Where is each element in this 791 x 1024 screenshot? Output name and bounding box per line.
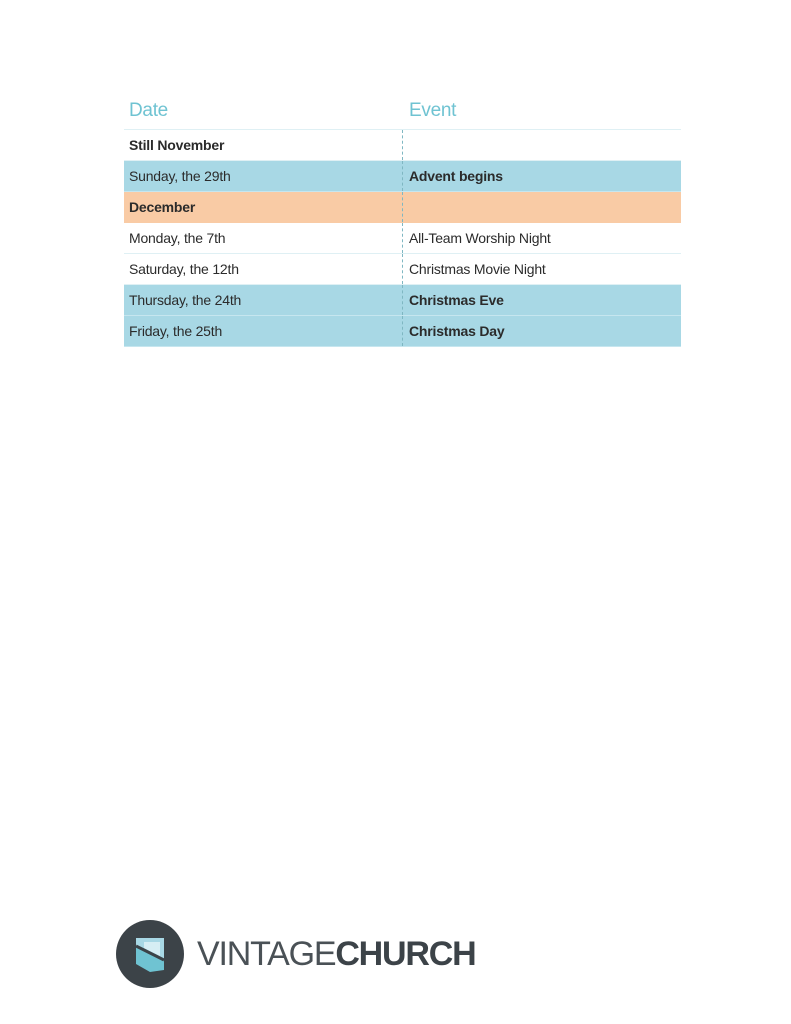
vintage-church-logo: [116, 920, 475, 988]
date-cell: Sunday, the 29th: [129, 168, 231, 184]
table-row: [124, 285, 681, 316]
table-row: [124, 130, 681, 161]
event-cell: [402, 192, 681, 222]
table-row: [124, 161, 681, 192]
table-row: [124, 316, 681, 347]
date-cell: Still November: [129, 137, 225, 153]
date-cell: Friday, the 25th: [129, 323, 223, 339]
date-cell: Monday, the 7th: [129, 230, 226, 246]
date-cell: Saturday, the 12th: [129, 261, 239, 277]
date-cell: December: [129, 199, 196, 215]
event-schedule-table: [124, 96, 681, 347]
event-cell: Advent begins: [402, 161, 681, 191]
table-body: [124, 130, 681, 347]
table-header: [124, 96, 681, 130]
logo-text-light: VINTAGE: [197, 935, 336, 973]
vintage-church-logo-icon: [116, 920, 184, 988]
date-cell: Thursday, the 24th: [129, 292, 242, 308]
date-column-header: Date: [129, 100, 168, 121]
table-row: [124, 192, 681, 223]
table-row: [124, 223, 681, 254]
event-cell: All-Team Worship Night: [402, 223, 681, 253]
event-cell: Christmas Eve: [402, 285, 681, 315]
event-cell: [402, 130, 681, 160]
event-cell: Christmas Day: [402, 316, 681, 346]
table-row: [124, 254, 681, 285]
event-column-header: Event: [409, 100, 457, 121]
event-cell: Christmas Movie Night: [402, 254, 681, 284]
logo-wordmark: [197, 920, 475, 988]
logo-text-bold: CHURCH: [335, 935, 476, 973]
